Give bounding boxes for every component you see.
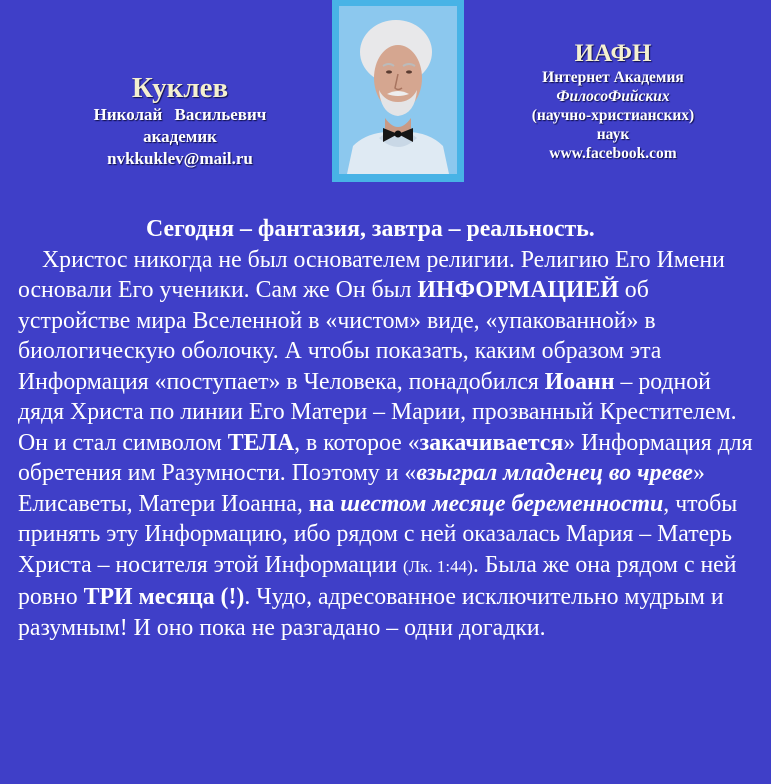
academy-acronym: ИАФН [574, 40, 652, 67]
bold-segment: ТРИ месяца (!) [83, 584, 245, 610]
bold-segment: на [308, 490, 341, 517]
academy-line-3: (научно-христианских) [531, 107, 695, 124]
academy-line-1: Интернет Академия [542, 69, 684, 86]
academy-line-4: наук [596, 126, 630, 143]
academy-info [493, 40, 733, 163]
text-segment: , чтобы принять эту Информацию, ибо рядом с ней оказалась Мария – Матерь Христа – носителя этой Информации [18, 490, 738, 578]
author-surname: Куклев [131, 72, 229, 104]
academy-website: www.facebook.com [549, 145, 677, 162]
bold-segment: ТЕЛА [227, 429, 295, 456]
author-email: nvkkuklev@mail.ru [107, 149, 253, 168]
academy-line-2: ФилосоФийских [556, 88, 670, 105]
text-segment: Христос никогда не был основателем религии. Религию Его Имени основали Его ученики. Сам же Он был [18, 246, 725, 303]
text-segment: . Чудо, адресованное исключительно мудрым и разумным! И оно пока не разгадано – одни догадки. [18, 584, 724, 641]
article-body [18, 245, 758, 644]
author-portrait [339, 6, 457, 174]
article [18, 214, 758, 643]
author-title: академик [143, 127, 217, 146]
article-headline: Сегодня – фантазия, завтра – реальность. [146, 216, 595, 242]
bold-segment: Иоанн [544, 368, 615, 395]
bold-segment: закачивается [419, 429, 564, 456]
text-segment: . Была же она рядом с ней ровно [18, 551, 737, 610]
text-segment: об устройстве мира Вселенной в «чистом» виде, «упакованной» в биологическую оболочку. А чтобы показать, каким образом эта Информация «поступает» в Человека, понадобился [18, 277, 662, 395]
author-info [40, 72, 320, 170]
bold-segment: ИНФОРМАЦИЕЙ [417, 277, 619, 303]
bold-italic-segment: шестом месяце беременности [340, 490, 664, 517]
text-segment: , в которое « [294, 429, 420, 456]
author-name: Николай Васильевич [93, 105, 267, 124]
portrait-frame [332, 0, 464, 182]
bold-italic-segment: взыграл младенец во чреве [416, 460, 693, 486]
text-segment: » Информация для обретения им Разумности. Поэтому и « [18, 429, 753, 486]
text-segment: – родной дядя Христа по линии Его Матери – Марии, прозванный Крестителем. Он и стал символом [18, 368, 737, 456]
text-segment: » Елисаветы, Матери Иоанна, [18, 460, 705, 517]
bible-reference: (Лк. 1:44) [402, 556, 473, 576]
